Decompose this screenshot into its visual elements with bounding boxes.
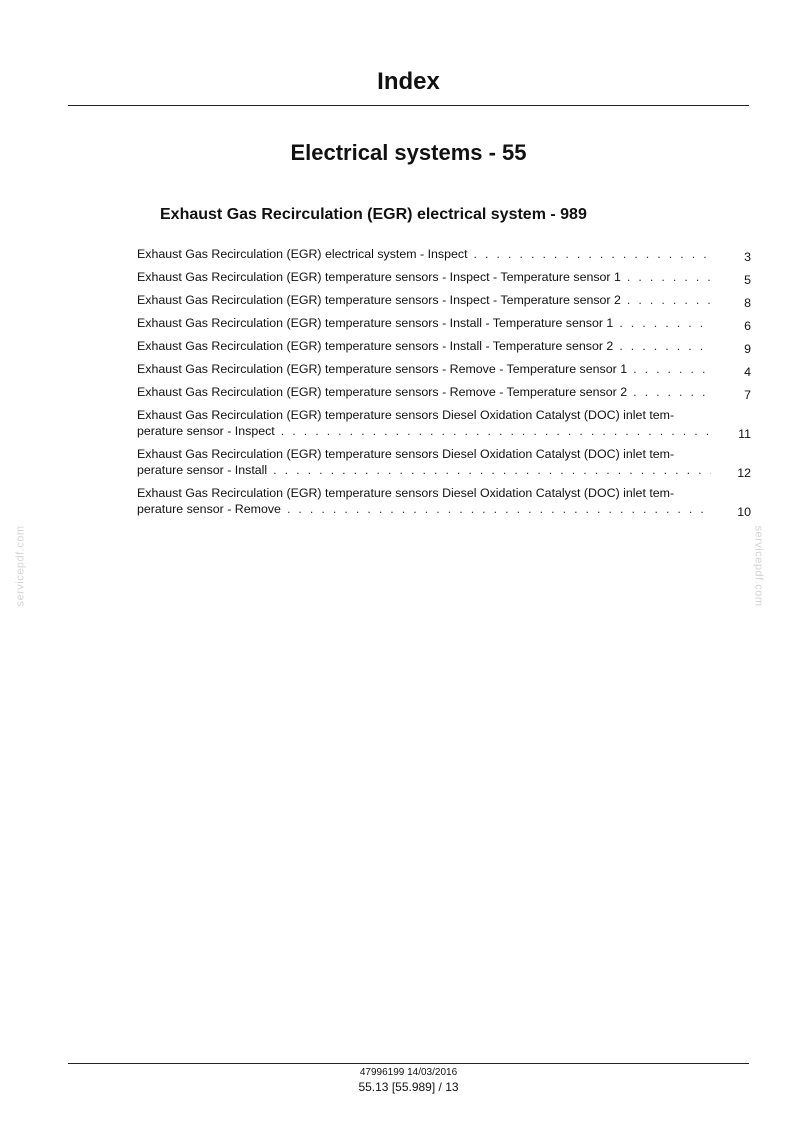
toc-entry[interactable] (137, 269, 751, 285)
watermark-right: servicepdf.com (752, 525, 765, 607)
leader-dots (627, 292, 711, 308)
footer-page-ref: 55.13 [55.989] / 13 (358, 1080, 459, 1094)
toc-entry-page: 7 (744, 388, 751, 402)
watermark-left: servicepdf.com (14, 525, 27, 607)
toc-entry[interactable] (137, 384, 751, 400)
toc-entry-page: 9 (744, 342, 751, 356)
toc-entry[interactable] (137, 361, 751, 377)
page-title: Index (377, 68, 440, 95)
toc-entry-text: Exhaust Gas Recirculation (EGR) temperature sensors - Install - Temperature sensor 1 (137, 316, 614, 330)
toc-entry-text-line1: Exhaust Gas Recirculation (EGR) temperature sensors Diesel Oxidation Catalyst (DOC) inlet tem- (137, 486, 675, 500)
toc-entry-text-line2: perature sensor - Install (137, 463, 268, 477)
toc-entry[interactable] (137, 407, 751, 439)
leader-dots (287, 501, 711, 517)
toc-entry-text: Exhaust Gas Recirculation (EGR) temperature sensors - Inspect - Temperature sensor 2 (137, 293, 621, 307)
bottom-rule (68, 1063, 749, 1064)
toc-entry-text-line1: Exhaust Gas Recirculation (EGR) temperature sensors Diesel Oxidation Catalyst (DOC) inlet tem- (137, 447, 675, 461)
toc-entry[interactable] (137, 338, 751, 354)
toc-entry-text: Exhaust Gas Recirculation (EGR) temperature sensors - Remove - Temperature sensor 1 (137, 362, 628, 376)
toc-entry-text: Exhaust Gas Recirculation (EGR) temperature sensors - Install - Temperature sensor 2 (137, 339, 614, 353)
toc-entry-page: 12 (737, 466, 751, 480)
toc-entry[interactable] (137, 292, 751, 308)
toc-entry-text: Exhaust Gas Recirculation (EGR) temperature sensors - Remove - Temperature sensor 2 (137, 385, 628, 399)
leader-dots (273, 462, 711, 478)
toc-entry-text: Exhaust Gas Recirculation (EGR) electrical system - Inspect (137, 247, 468, 261)
toc-entry-page: 4 (744, 365, 751, 379)
toc-entry-text: Exhaust Gas Recirculation (EGR) temperature sensors - Inspect - Temperature sensor 1 (137, 270, 621, 284)
toc-entry-page: 5 (744, 273, 751, 287)
toc-entry[interactable] (137, 446, 751, 478)
toc-entry-page: 10 (737, 505, 751, 519)
leader-dots (633, 361, 711, 377)
toc-entry-page: 6 (744, 319, 751, 333)
subsection-title: Exhaust Gas Recirculation (EGR) electrical system - 989 (160, 206, 587, 223)
toc-entry[interactable] (137, 485, 751, 517)
toc-list (137, 246, 751, 524)
footer-doc-id: 47996199 14/03/2016 (359, 1067, 458, 1078)
toc-entry-page: 3 (744, 250, 751, 264)
toc-entry-text-line2: perature sensor - Remove (137, 502, 281, 516)
toc-entry-page: 11 (738, 427, 751, 441)
leader-dots (633, 384, 711, 400)
toc-entry-page: 8 (744, 296, 751, 310)
toc-entry[interactable] (137, 315, 751, 331)
top-rule (68, 105, 749, 106)
toc-entry-text-line1: Exhaust Gas Recirculation (EGR) temperature sensors Diesel Oxidation Catalyst (DOC) inlet tem- (137, 408, 675, 422)
leader-dots (474, 246, 711, 262)
leader-dots (281, 423, 711, 439)
leader-dots (619, 315, 711, 331)
leader-dots (627, 269, 711, 285)
toc-entry-text-line2: perature sensor - Inspect (137, 424, 275, 438)
toc-entry[interactable] (137, 246, 751, 262)
leader-dots (619, 338, 711, 354)
section-title: Electrical systems - 55 (290, 140, 527, 165)
